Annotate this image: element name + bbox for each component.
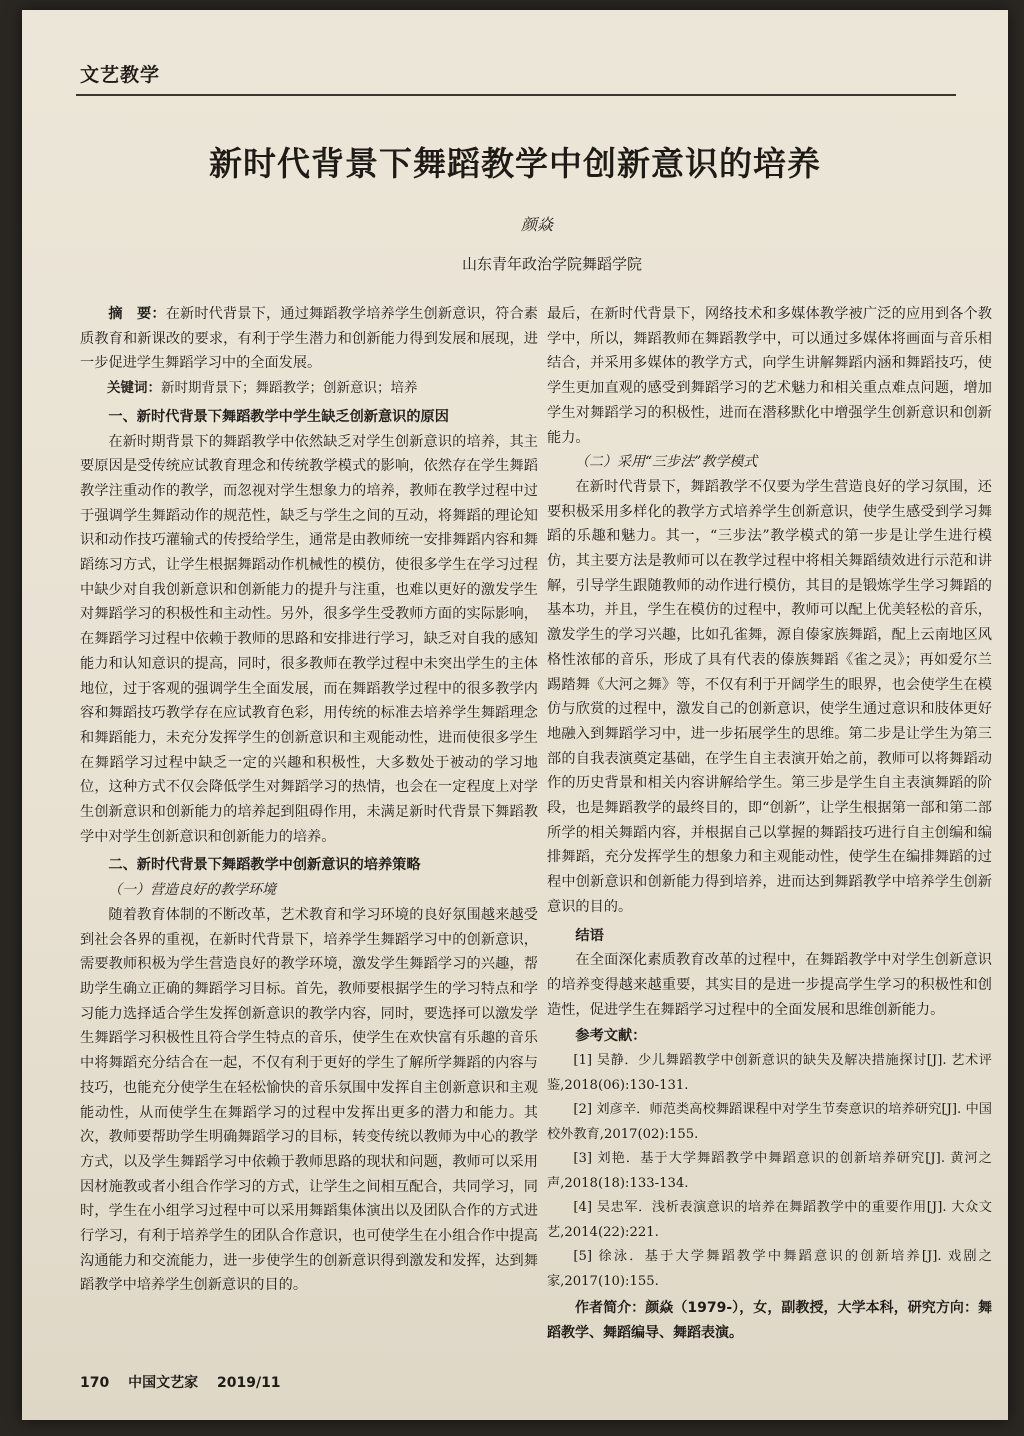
subsection-2-heading: （二）采用“三步法”教学模式 bbox=[575, 454, 758, 471]
keywords-label: 关键词： bbox=[107, 380, 161, 397]
conclusion-heading: 结语 bbox=[575, 927, 604, 944]
reference-item: [2] 刘彦辛．师范类高校舞蹈课程中对学生节奏意识的培养研究[J]. 中国校外教育,2017(02):155. bbox=[547, 1102, 992, 1142]
reference-item: [4] 吴忠军．浅析表演意识的培养在舞蹈教学中的重要作用[J]. 大众文艺,2014(22):221. bbox=[547, 1200, 992, 1240]
left-column bbox=[80, 302, 538, 1298]
right-column bbox=[547, 302, 992, 1346]
author-bio: 作者简介：颜焱（1979-），女，副教授，大学本科，研究方向：舞蹈教学、舞蹈编导、舞蹈表演。 bbox=[547, 1300, 992, 1342]
reference-item: [1] 吴静．少儿舞蹈教学中创新意识的缺失及解决措施探讨[J]. 艺术评鉴,2018(06):130-131. bbox=[547, 1053, 992, 1093]
subsection-2-paragraph: 在新时代背景下，舞蹈教学不仅要为学生营造良好的学习氛围，还要积极采用多样化的教学方式培养学生创新意识，使学生感受到学习舞蹈的乐趣和魅力。其一，“三步法”教学模式的第一步是让学生进行模仿，其主要方法是教师可以在教学过程中将相关舞蹈绩效进行示范和讲解，引导学生跟随教师的动作进行模仿，其目的是锻炼学生学习舞蹈的基本功，并且，学生在模仿的过程中，教师可以配上优美轻松的音乐，激发学生的学习兴趣，比如孔雀舞，源自傣家族舞蹈，配上云南地区风格性浓郁的音乐，形成了具有代表的傣族舞蹈《雀之灵》；再如爱尔兰踢踏舞《大河之舞》等，不仅有利于开阔学生的眼界，也会使学生在模仿与欣赏的过程中，激发自己的创新意识，使学生通过意识和肢体更好地融入到舞蹈学习中，进一步拓展学生的思维。第二步是让学生为第三部的自我表演奠定基础，在学生自主表演开始之前，教师可以将舞蹈动作的历史背景和相关内容讲解给学生。第三步是学生自主表演舞蹈的阶段，也是舞蹈教学的最终目的，即“创新”，让学生根据第一部和第二部所学的相关舞蹈内容，并根据自己以掌握的舞蹈技巧进行自主创编和编排舞蹈，充分发挥学生的想象力和主观能动性，使学生在编排舞蹈的过程中创新意识和创新能力得到培养，进而达到舞蹈教学中培养学生创新意识的目的。 bbox=[547, 478, 992, 915]
keywords bbox=[80, 376, 538, 401]
section-1-heading: 一、新时代背景下舞蹈教学中学生缺乏创新意识的原因 bbox=[108, 408, 449, 425]
author-name: 颜焱 bbox=[520, 215, 553, 234]
reference-item: [5] 徐泳．基于大学舞蹈教学中舞蹈意识的创新培养[J]. 戏剧之家,2017(10):155. bbox=[547, 1249, 992, 1289]
section-2-heading: 二、新时代背景下舞蹈教学中创新意识的培养策略 bbox=[108, 857, 421, 874]
journal-name: 中国文艺家 bbox=[128, 1375, 199, 1391]
abstract-text: 在新时代背景下，通过舞蹈教学培养学生创新意识，符合素质教育和新课改的要求，有利于学生潜力和创新能力得到发展和展现，进一步促进学生舞蹈学习中的全面发展。 bbox=[80, 306, 538, 372]
subsection-1-heading: （一）营造良好的教学环境 bbox=[108, 882, 276, 899]
keywords-text: 新时期背景下；舞蹈教学；创新意识；培养 bbox=[161, 380, 418, 397]
subsection-1-paragraph: 随着教育体制的不断改革，艺术教育和学习环境的良好氛围越来越受到社会各界的重视，在新时代背景下，培养学生舞蹈学习中的创新意识，需要教师积极为学生营造良好的教学环境，激发学生舞蹈学习的兴趣，帮助学生确立正确的舞蹈学习目标。首先，教师要根据学生的学习特点和学习能力选择适合学生发挥创新意识的教学内容，同时，要选择可以激发学生舞蹈学习积极性且符合学生特点的音乐，使学生在欢快富有乐趣的音乐中将舞蹈充分结合在一起，不仅有利于更好的学生了解所学舞蹈的内容与技巧，也能充分使学生在轻松愉快的音乐氛围中发挥自主创新意识和主观能动性，从而使学生在舞蹈学习的过程中发挥出更多的潜力和能力。其次，教师要帮助学生明确舞蹈学习的目标，转变传统以教师为中心的教学方式，以及学生舞蹈学习中依赖于教师思路的现状和问题，教师可以采用因材施教或者小组合作学习的方式，让学生之间相互配合，共同学习，同时，学生在小组学习过程中可以采用舞蹈集体演出以及团队合作的方式进行学习，有利于培养学生的团队合作意识，也可使学生在小组合作中提高沟通能力和交流能力，进一步使学生的创新意识得到激发和发挥，达到舞蹈教学中培养学生创新意识的目的。 bbox=[80, 906, 538, 1294]
header-rule bbox=[76, 94, 956, 96]
section-tag: 文艺教学 bbox=[80, 64, 161, 86]
page-number: 170 bbox=[80, 1375, 110, 1391]
conclusion-paragraph: 在全面深化素质教育改革的过程中，在舞蹈教学中对学生创新意识的培养变得越来越重要，其实目的是进一步提高学生学习的积极性和创造性，促进学生在舞蹈学习过程中的全面发展和思维创新能力。 bbox=[547, 952, 992, 1018]
abstract-label: 摘 要： bbox=[108, 306, 166, 322]
page-footer bbox=[80, 1372, 295, 1392]
author-affiliation: 山东青年政治学院舞蹈学院 bbox=[461, 255, 642, 273]
article-title: 新时代背景下舞蹈教学中创新意识的培养 bbox=[209, 144, 821, 183]
issue-date: 2019/11 bbox=[216, 1375, 281, 1391]
abstract bbox=[80, 302, 538, 376]
journal-page bbox=[22, 10, 1008, 1420]
section-1-paragraph: 在新时期背景下的舞蹈教学中依然缺乏对学生创新意识的培养，其主要原因是受传统应试教育理念和传统教学模式的影响，依然存在学生舞蹈教学注重动作的教学，而忽视对学生想象力的培养，教师在教学过程中过于强调学生舞蹈动作的规范性，缺乏与学生之间的互动，将舞蹈的理论知识和动作技巧灌输式的传授给学生，通常是由教师统一安排舞蹈内容和舞蹈练习方式，让学生根据舞蹈动作机械性的模仿，使很多学生在学习过程中缺少对自我创新意识和创新能力的提升与注重，也难以更好的激发学生对舞蹈学习的积极性和主动性。另外，很多学生受教师方面的实际影响，在舞蹈学习过程中依赖于教师的思路和安排进行学习，缺乏对自我的感知能力和认知意识的提高，同时，很多教师在教学过程中未突出学生的主体地位，过于客观的强调学生全面发展，而在舞蹈教学过程中的很多教学内容和舞蹈技巧教学存在应试教育色彩，用传统的标准去培养学生舞蹈理念和舞蹈能力，未充分发挥学生的创新意识和主观能动性，进而使很多学生在舞蹈学习过程中缺乏一定的兴趣和积极性，大多数处于被动的学习地位，这种方式不仅会降低学生对舞蹈学习的热情，也会在一定程度上对学生创新意识和创新能力的培养起到阻碍作用，未满足新时代背景下舞蹈教学中对学生创新意识和创新能力的培养。 bbox=[80, 433, 538, 845]
reference-item: [3] 刘艳．基于大学舞蹈教学中舞蹈意识的创新培养研究[J]. 黄河之声,2018(18):133-134. bbox=[547, 1151, 992, 1191]
references-heading: 参考文献： bbox=[575, 1028, 647, 1045]
continued-paragraph: 最后，在新时代背景下，网络技术和多媒体教学被广泛的应用到各个教学中，所以，舞蹈教师在舞蹈教学中，可以通过多媒体将画面与音乐相结合，并采用多媒体的教学方式，向学生讲解舞蹈内涵和舞蹈技巧，使学生更加直观的感受到舞蹈学习的艺术魅力和相关重点难点问题，增加学生对舞蹈学习的积极性，进而在潜移默化中增强学生创新意识和创新能力。 bbox=[547, 306, 992, 446]
